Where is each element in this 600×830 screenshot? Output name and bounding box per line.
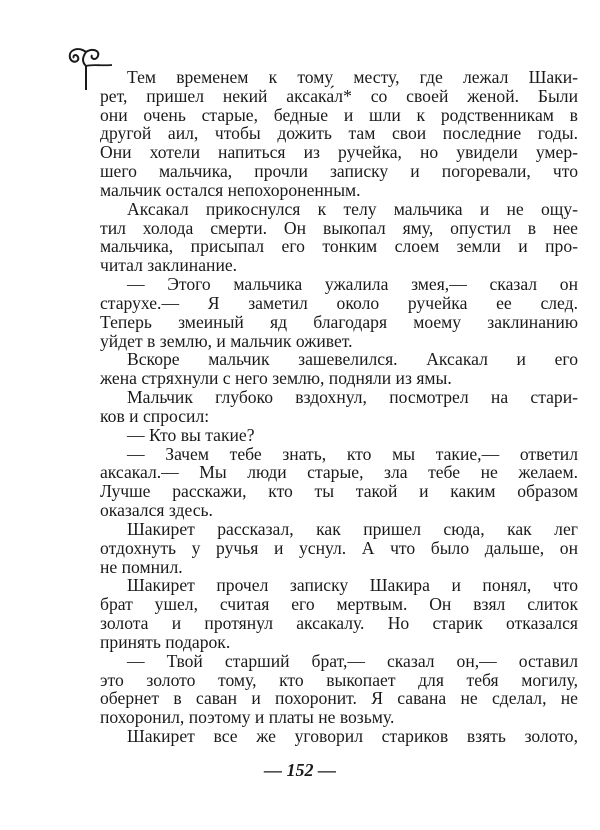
text-line: это золото тому, кто выкопает для тебя могилу, — [100, 669, 578, 690]
text-line: шего мальчика, прочли записку и погоревали, что — [100, 161, 578, 182]
page-number: — 152 — — [264, 760, 336, 780]
text-line: старухе.— Я заметил около ручейка ее след. — [100, 292, 578, 313]
text-line: Тем временем к тому месту, где лежал Шаки- — [127, 67, 578, 87]
text-line: — Этого мальчика ужалила змея,— сказал он — [127, 274, 578, 295]
text-line: уйдет в землю, и мальчик оживет. — [100, 330, 353, 351]
text-line: обернет в саван и похоронит. Я савана не сделал, не — [100, 688, 578, 709]
text-line: золота и протянул аксакалу. Но старик отказался — [100, 613, 578, 634]
paragraph — [100, 445, 578, 520]
paragraph — [100, 275, 578, 350]
paragraph — [100, 652, 578, 727]
text-line: читал заклинание. — [100, 255, 238, 276]
paragraph — [100, 576, 578, 651]
paragraph — [100, 426, 578, 445]
text-line: похоронил, поэтому и платы не возьму. — [100, 707, 395, 728]
text-line: жена стряхнули с него землю, подняли из ямы. — [100, 368, 452, 389]
paragraph — [100, 727, 578, 746]
text-line: — Зачем тебе знать, кто мы такие,— ответил — [127, 443, 578, 464]
text-line: другой аил, чтобы дожить там свои последние годы. — [100, 123, 578, 144]
text-line: Вскоре мальчик зашевелился. Аксакал и его — [127, 349, 578, 370]
text-line: не помнил. — [100, 556, 183, 577]
text-line: Теперь змеиный яд благодаря моему заклинанию — [100, 311, 578, 332]
text-line: мальчик остался непохороненным. — [100, 179, 361, 200]
paragraph — [100, 388, 578, 426]
text-line: Мальчик глубоко вздохнул, посмотрел на стари- — [127, 387, 578, 408]
paragraph — [100, 350, 578, 388]
text-line: принять подарок. — [100, 631, 231, 652]
text-line: Они хотели напиться из ручейка, но увидели умер- — [100, 142, 578, 163]
paragraph — [100, 200, 578, 275]
text-line: мальчика, присыпал его тонким слоем земли и про- — [100, 236, 578, 257]
body-text — [100, 68, 578, 746]
paragraph — [100, 520, 578, 576]
text-line: оказался здесь. — [100, 500, 213, 521]
text-line: ков и спросил: — [100, 405, 210, 426]
text-line: тил холода смерти. Он выкопал яму, опустил в нее — [100, 217, 578, 238]
text-line: Шакирет рассказал, как пришел сюда, как лег — [127, 518, 578, 539]
text-line: Лучше расскажи, кто ты такой и каким образом — [100, 481, 578, 502]
text-line: Шакирет прочел записку Шакира и понял, что — [127, 575, 578, 596]
text-line: — Твой старший брат,— сказал он,— оставил — [127, 650, 578, 671]
text-line: рет, пришел некий аксака́л* со своей женой. Были — [100, 85, 578, 106]
text-line: брат ушел, считая его мертвым. Он взял слиток — [100, 594, 578, 615]
text-line: Аксакал прикоснулся к телу мальчика и не ощу- — [127, 198, 578, 219]
text-line: отдохнуть у ручья и уснул. А что было дальше, он — [100, 537, 578, 558]
paragraph — [100, 68, 578, 200]
text-line: они очень старые, бедные и шли к родственникам в — [100, 104, 578, 125]
text-line: — Кто вы такие? — [127, 424, 255, 445]
text-line: аксакал.— Мы люди старые, зла тебе не желаем. — [100, 462, 578, 483]
text-line: Шакирет все же уговорил стариков взять золото, — [127, 725, 578, 746]
